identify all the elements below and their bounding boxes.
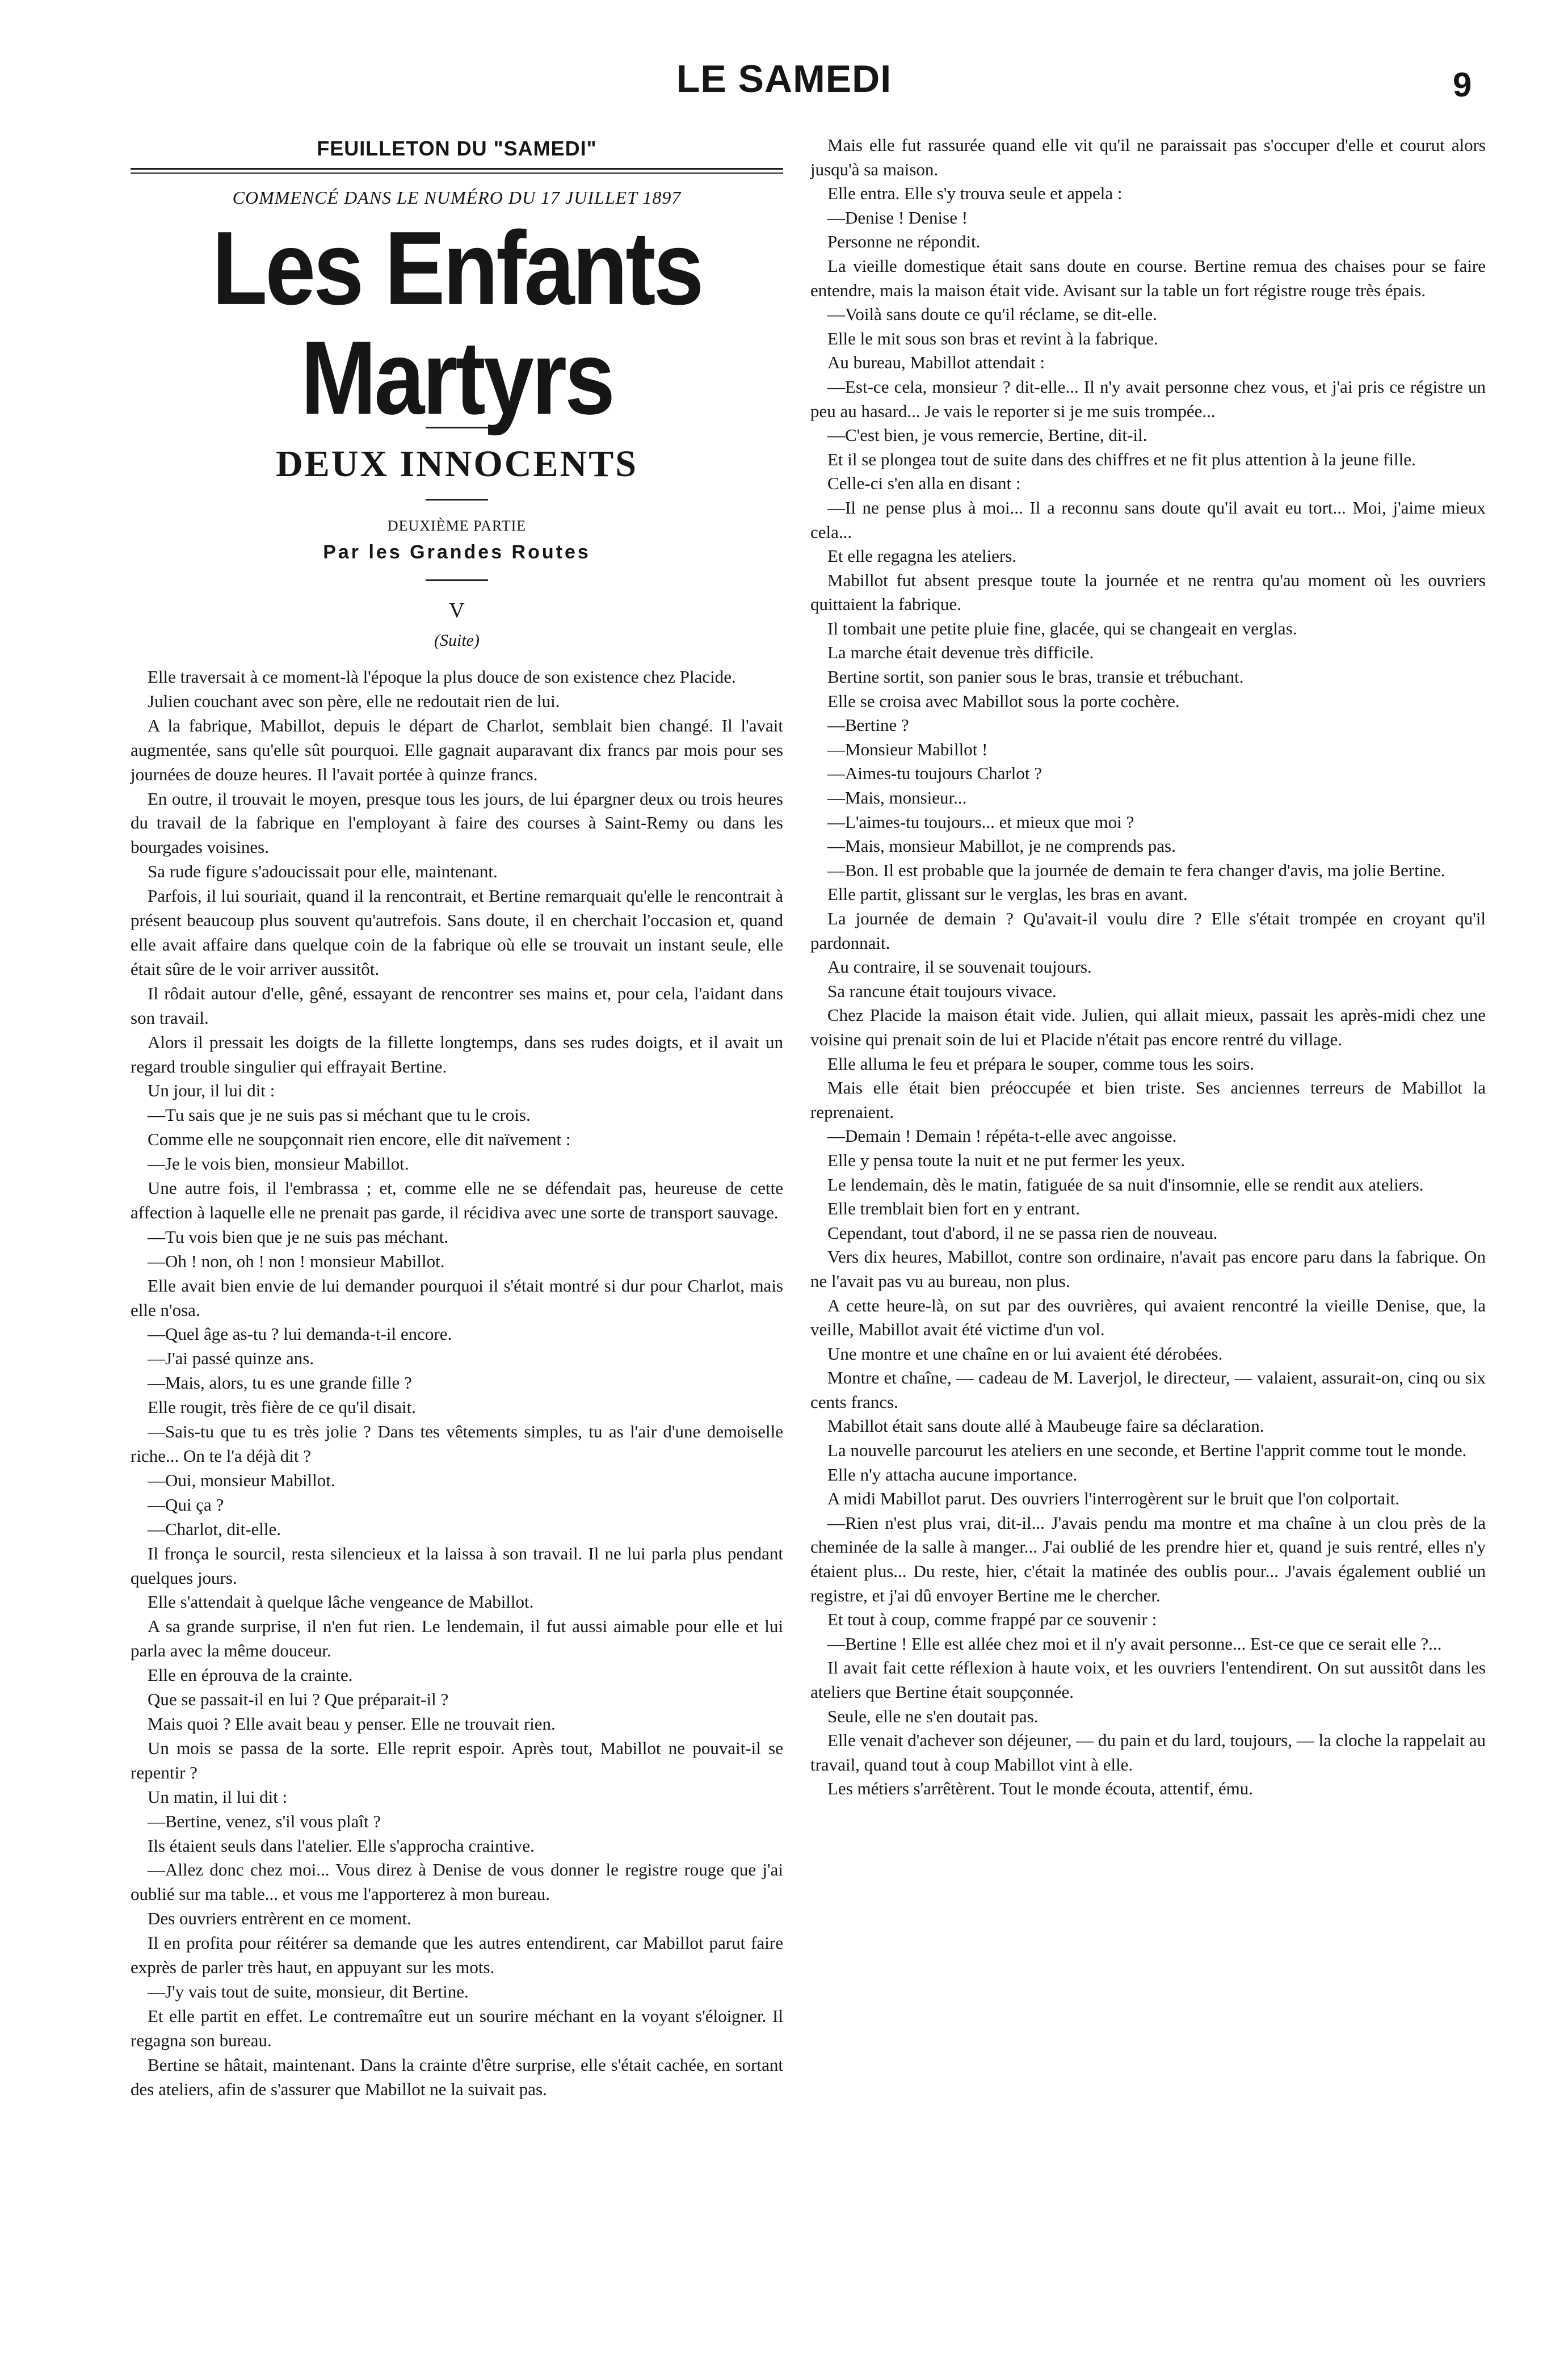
paragraph: La journée de demain ? Qu'avait-il voulu dire ? Elle s'était trompée en croyant qu'il pardonnait. xyxy=(810,909,1486,953)
paragraph: —J'y vais tout de suite, monsieur, dit Bertine. xyxy=(148,1981,469,2001)
paragraph: Montre et chaîne, — cadeau de M. Laverjol, le directeur, — valaient, assurait-on, cinq ou six cents francs. xyxy=(810,1368,1486,1412)
serial-title: Les Enfants Martyrs xyxy=(212,209,702,436)
paragraph: Et elle partit en effet. Le contremaître eut un sourire méchant en la voyant s'éloigner. Il regagna son bureau. xyxy=(131,2005,783,2050)
paragraph: Mabillot était sans doute allé à Maubeuge faire sa déclaration. xyxy=(827,1416,1264,1436)
paragraph: La vieille domestique était sans doute en course. Bertine remua des chaises pour se faire entendre, mais la maison était vide. Avisant sur la table un fort régistre rouge très épais. xyxy=(810,255,1486,300)
paragraph: Elle alluma le feu et prépara le souper, comme tous les soirs. xyxy=(827,1053,1254,1074)
paragraph: —Oui, monsieur Mabillot. xyxy=(148,1470,335,1490)
paragraph: Julien couchant avec son père, elle ne redoutait rien de lui. xyxy=(148,691,560,711)
paragraph: —Bon. Il est probable que la journée de demain te fera changer d'avis, ma jolie Bertine. xyxy=(827,860,1445,880)
part-rule xyxy=(426,579,488,581)
page-header xyxy=(0,0,1568,131)
paragraph: —Je le vois bien, monsieur Mabillot. xyxy=(148,1154,409,1174)
part-label: DEUXIÈME PARTIE xyxy=(387,518,527,534)
paragraph: Comme elle ne soupçonnait rien encore, elle dit naïvement : xyxy=(148,1129,571,1150)
paragraph: A midi Mabillot parut. Des ouvriers l'interrogèrent sur le bruit que l'on colportait. xyxy=(827,1488,1400,1509)
paragraph: Chez Placide la maison était vide. Julien, qui allait mieux, passait les après-midi chez une voisine qui prenait soin de lui et Placide n'était pas encore rentré du village. xyxy=(810,1005,1486,1049)
paragraph: Vers dix heures, Mabillot, contre son ordinaire, n'avait pas encore paru dans la fabrique. On ne l'avait pas vu au bureau, non plus. xyxy=(810,1247,1486,1291)
paragraph: Alors il pressait les doigts de la fillette longtemps, dans ses rudes doigts, et il avait un regard trouble singulier qui effrayait Bertine. xyxy=(131,1032,783,1077)
paragraph: —Demain ! Demain ! répéta-t-elle avec angoisse. xyxy=(827,1126,1177,1146)
heading-rule xyxy=(131,168,783,174)
part-title: Par les Grandes Routes xyxy=(323,541,591,563)
paragraph: Sa rancune était toujours vivace. xyxy=(827,981,1057,1001)
paragraph: —Sais-tu que tu es très jolie ? Dans tes vêtements simples, tu as l'air d'une demoiselle riche... On te l'a déjà dit ? xyxy=(131,1422,783,1466)
paragraph: —Monsieur Mabillot ! xyxy=(827,739,988,759)
subtitle-rule xyxy=(426,499,488,501)
paragraph: Il en profita pour réitérer sa demande que les autres entendirent, car Mabillot parut faire exprès de parler très haut, en appuyant sur les mots. xyxy=(131,1933,783,1978)
paragraph: Mais quoi ? Elle avait beau y penser. Elle ne trouvait rien. xyxy=(148,1713,556,1734)
paragraph: Elle y pensa toute la nuit et ne put fermer les yeux. xyxy=(827,1150,1186,1170)
paragraph: Seule, elle ne s'en doutait pas. xyxy=(827,1706,1039,1726)
paragraph: —Mais, monsieur... xyxy=(827,788,967,808)
journal-title: LE SAMEDI xyxy=(676,57,892,100)
paragraph: Une montre et une chaîne en or lui avaient été dérobées. xyxy=(827,1343,1223,1364)
paragraph: Un matin, il lui dit : xyxy=(148,1786,288,1807)
paragraph: —Qui ça ? xyxy=(148,1494,224,1515)
paragraph: Personne ne répondit. xyxy=(827,232,981,252)
paragraph: —Bertine ? xyxy=(827,715,909,735)
paragraph: —Quel âge as-tu ? lui demanda-t-il encore. xyxy=(148,1324,452,1344)
paragraph: —Aimes-tu toujours Charlot ? xyxy=(827,763,1042,784)
paragraph: —Tu sais que je ne suis pas si méchant que tu le crois. xyxy=(148,1105,531,1125)
paragraph: Elle s'attendait à quelque lâche vengeance de Mabillot. xyxy=(148,1592,534,1612)
paragraph: La marche était devenue très difficile. xyxy=(827,642,1094,663)
paragraph: Un jour, il lui dit : xyxy=(148,1080,275,1101)
paragraph: Il avait fait cette réflexion à haute voix, et les ouvriers l'entendirent. On sut aussitôt dans les ateliers que Bertine était soupçonnée. xyxy=(810,1658,1486,1702)
paragraph: Ils étaient seuls dans l'atelier. Elle s'approcha craintive. xyxy=(148,1835,535,1856)
paragraph: Parfois, il lui souriait, quand il la rencontrait, et Bertine remarquait qu'elle le rencontrait à présent beaucoup plus souvent qu'autrefois. Sans doute, il en cherchait l'occasion et, quand elle avait affaire dans quelque coin de la fabrique où elle se trouvait un instant seule, elle était sûre de le voir arriver aussitôt. xyxy=(131,886,783,979)
paragraph: Mais elle était bien préoccupée et bien triste. Ses anciennes terreurs de Mabillot la reprenaient. xyxy=(810,1078,1486,1122)
paragraph: Des ouvriers entrèrent en ce moment. xyxy=(148,1908,411,1929)
paragraph: Elle se croisa avec Mabillot sous la porte cochère. xyxy=(827,691,1180,711)
paragraph: Il tombait une petite pluie fine, glacée, qui se changeait en verglas. xyxy=(827,618,1297,638)
paragraph: —Il ne pense plus à moi... Il a reconnu sans doute qu'il avait eu tort... Moi, j'aime mieux cela... xyxy=(810,497,1486,542)
paragraph: A la fabrique, Mabillot, depuis le départ de Charlot, semblait bien changé. Il l'avait augmentée, sans qu'elle sût pourquoi. Elle gagnait auparavant dix francs par mois pour ses journées de douze heures. Il l'avait portée à quinze francs. xyxy=(131,715,783,784)
paragraph: —Charlot, dit-elle. xyxy=(148,1519,281,1539)
paragraph: —L'aimes-tu toujours... et mieux que moi ? xyxy=(827,811,1134,832)
feuilleton-label: FEUILLETON DU "SAMEDI" xyxy=(317,137,597,160)
paragraph: A sa grande surprise, il n'en fut rien. Le lendemain, il fut aussi aimable pour elle et lui parla avec la même douceur. xyxy=(131,1616,783,1661)
paragraph: —Rien n'est plus vrai, dit-il... J'avais pendu ma montre et ma chaîne à un clou près de la cheminée de la salle à manger... J'ai oublié de les prendre hier et, quand je suis rentré, elles n'y étaient plus... Du reste, hier, c'était la matinée des oublis pour... J'avais également oublié un registre, et j'ai dû envoyer Bertine me le chercher. xyxy=(810,1512,1486,1605)
paragraph: —Est-ce cela, monsieur ? dit-elle... Il n'y avait personne chez vous, et j'ai pris ce régistre un peu au hasard... Je vais le reporter si je me suis trompée... xyxy=(810,376,1486,421)
paragraph: Et tout à coup, comme frappé par ce souvenir : xyxy=(827,1609,1157,1630)
paragraph: Que se passait-il en lui ? Que préparait-il ? xyxy=(148,1689,449,1710)
paragraph: Elle venait d'achever son déjeuner, — du pain et du lard, toujours, — la cloche la rappelait au travail, quand tout à coup Mabillot vint à elle. xyxy=(810,1730,1486,1775)
right-column xyxy=(810,133,1486,1801)
paragraph: Bertine se hâtait, maintenant. Dans la crainte d'être surprise, elle s'était cachée, en sortant des ateliers, afin de s'assurer que Mabillot ne la suivait pas. xyxy=(131,2054,783,2099)
paragraph: Et il se plongea tout de suite dans des chiffres et ne fit plus attention à la jeune fille. xyxy=(827,449,1416,469)
paragraph: Cependant, tout d'abord, il ne se passa rien de nouveau. xyxy=(827,1222,1218,1243)
left-column xyxy=(131,136,783,2101)
paragraph: Il fronça le sourcil, resta silencieux et la laissa à son travail. Il ne lui parla plus pendant quelques jours. xyxy=(131,1543,783,1588)
paragraph: Le lendemain, dès le matin, fatiguée de sa nuit d'insomnie, elle se rendit aux ateliers. xyxy=(827,1174,1424,1195)
paragraph: Il rôdait autour d'elle, gêné, essayant de rencontrer ses mains et, pour cela, l'aidant dans son travail. xyxy=(131,983,783,1028)
paragraph: —Allez donc chez moi... Vous direz à Denise de vous donner le registre rouge que j'ai oublié sur ma table... et vous me l'apporterez à mon bureau. xyxy=(131,1860,783,1904)
paragraph: —Tu vois bien que je ne suis pas méchant. xyxy=(148,1226,449,1247)
paragraph: Elle en éprouva de la crainte. xyxy=(148,1665,353,1685)
paragraph: —C'est bien, je vous remercie, Bertine, dit-il. xyxy=(827,425,1147,445)
paragraph: —Bertine, venez, s'il vous plaît ? xyxy=(148,1811,381,1831)
chapter-number: V xyxy=(449,599,465,623)
paragraph: Mabillot fut absent presque toute la journée et ne rentra qu'au moment où les ouvriers quittaient la fabrique. xyxy=(810,570,1486,615)
paragraph: Les métiers s'arrêtèrent. Tout le monde écouta, attentif, ému. xyxy=(827,1778,1254,1799)
paragraph: A cette heure-là, on sut par des ouvrières, qui avaient rencontré la vieille Denise, que, la veille, Mabillot avait été victime d'un vol. xyxy=(810,1295,1486,1340)
right-column-text xyxy=(810,133,1486,1801)
paragraph: Une autre fois, il l'embrassa ; et, comme elle ne se défendait pas, heureuse de cette affection à laquelle elle ne prenait pas garde, il récidiva avec une sorte de transport sauvage. xyxy=(131,1178,783,1222)
paragraph: Elle avait bien envie de lui demander pourquoi il s'était montré si dur pour Charlot, mais elle n'osa. xyxy=(131,1275,783,1320)
paragraph: Elle traversait à ce moment-là l'époque la plus douce de son existence chez Placide. xyxy=(148,667,736,687)
paragraph: Un mois se passa de la sorte. Elle reprit espoir. Après tout, Mabillot ne pouvait-il se repentir ? xyxy=(131,1738,783,1782)
paragraph: —Voilà sans doute ce qu'il réclame, se dit-elle. xyxy=(827,304,1157,325)
paragraph: Elle tremblait bien fort en y entrant. xyxy=(827,1199,1081,1219)
paragraph: En outre, il trouvait le moyen, presque tous les jours, de lui épargner deux ou trois heures du travail de la fabrique en l'employant à faire des courses à Saint-Remy ou dans les bourgades voisines. xyxy=(131,788,783,857)
suite-note: (Suite) xyxy=(434,631,480,650)
page-number: 9 xyxy=(1453,66,1472,104)
paragraph: Sa rude figure s'adoucissait pour elle, maintenant. xyxy=(148,861,498,882)
paragraph: Elle le mit sous son bras et revint à la fabrique. xyxy=(827,328,1158,348)
paragraph: —J'ai passé quinze ans. xyxy=(148,1348,314,1369)
paragraph: Elle n'y attacha aucune importance. xyxy=(827,1464,1078,1485)
paragraph: Et elle regagna les ateliers. xyxy=(827,546,1017,566)
paragraph: Au bureau, Mabillot attendait : xyxy=(827,352,1045,373)
paragraph: —Mais, monsieur Mabillot, je ne comprends pas. xyxy=(827,836,1176,856)
serial-subtitle: DEUX INNOCENTS xyxy=(276,443,638,485)
paragraph: —Denise ! Denise ! xyxy=(827,207,968,228)
paragraph: Elle entra. Elle s'y trouva seule et appela : xyxy=(827,183,1123,204)
paragraph: Elle rougit, très fière de ce qu'il disait. xyxy=(148,1397,417,1418)
paragraph: —Oh ! non, oh ! non ! monsieur Mabillot. xyxy=(148,1251,445,1271)
left-column-text xyxy=(131,665,783,2101)
commence-note: COMMENCÉ DANS LE NUMÉRO DU 17 JUILLET 1897 xyxy=(232,187,682,208)
feuilleton-heading xyxy=(131,136,783,650)
paragraph: —Mais, alors, tu es une grande fille ? xyxy=(148,1373,412,1393)
paragraph: Bertine sortit, son panier sous le bras, transie et trébuchant. xyxy=(827,667,1244,687)
paragraph: Mais elle fut rassurée quand elle vit qu'il ne paraissait pas s'occuper d'elle et courut alors jusqu'à sa maison. xyxy=(810,135,1486,179)
paragraph: —Bertine ! Elle est allée chez moi et il n'y avait personne... Est-ce que ce serait elle ?... xyxy=(827,1633,1442,1654)
paragraph: Celle-ci s'en alla en disant : xyxy=(827,473,1021,494)
paragraph: Au contraire, il se souvenait toujours. xyxy=(827,957,1092,977)
paragraph: Elle partit, glissant sur le verglas, les bras en avant. xyxy=(827,884,1188,905)
paragraph: La nouvelle parcourut les ateliers en une seconde, et Bertine l'apprit comme tout le monde. xyxy=(827,1440,1467,1461)
